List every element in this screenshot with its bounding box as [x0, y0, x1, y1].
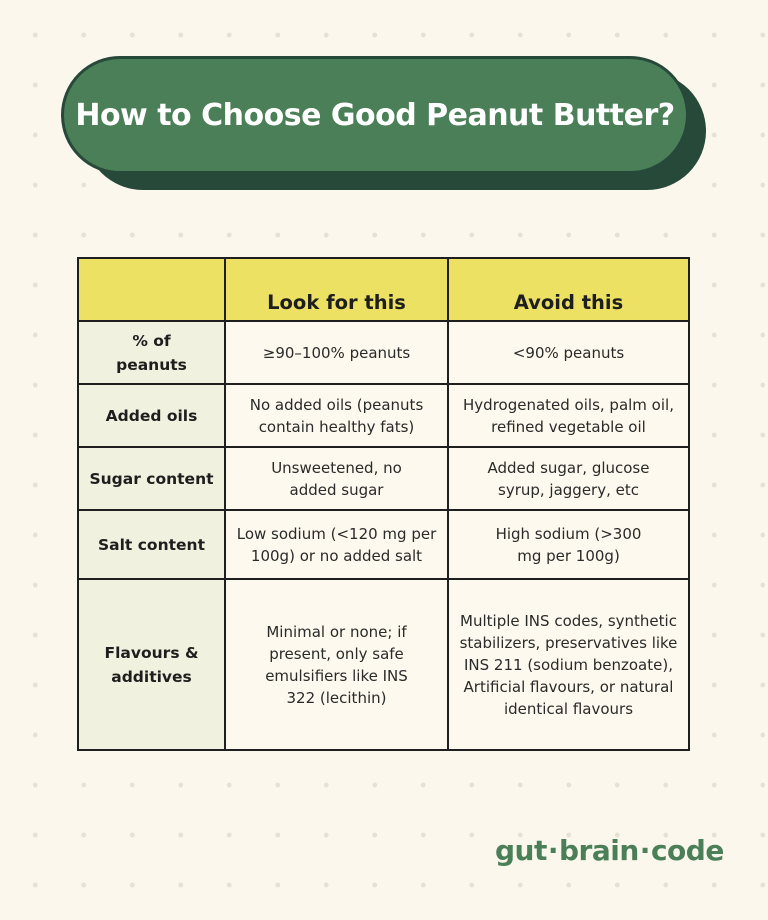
avoid-text: Added sugar, glucose syrup, jaggery, etc — [487, 458, 650, 499]
title-banner — [61, 56, 689, 174]
brand-word-gut: gut — [495, 834, 547, 867]
table-row — [78, 579, 689, 750]
row-label-text: Flavours & additives — [104, 643, 199, 686]
avoid-cell — [448, 579, 689, 750]
look-for-cell — [225, 447, 448, 510]
row-label — [78, 321, 225, 384]
table-row — [78, 384, 689, 447]
row-label — [78, 579, 225, 750]
comparison-table — [77, 257, 690, 751]
header-blank-cell — [78, 258, 225, 321]
header-look-for: Look for this — [225, 258, 448, 321]
table-row — [78, 510, 689, 579]
brand-dot: · — [547, 834, 559, 867]
avoid-cell: <90% peanuts — [448, 321, 689, 384]
avoid-cell — [448, 384, 689, 447]
look-for-text: Minimal or none; if present, only safe emulsifiers like INS 322 (lecithin) — [265, 622, 408, 707]
avoid-text: High sodium (>300 mg per 100g) — [495, 524, 642, 565]
row-label: Sugar content — [78, 447, 225, 510]
avoid-cell — [448, 510, 689, 579]
brand-logo — [495, 834, 724, 867]
row-label: Added oils — [78, 384, 225, 447]
look-for-text: Unsweetened, no added sugar — [271, 458, 402, 499]
avoid-text: Hydrogenated oils, palm oil, refined vegetable oil — [463, 395, 674, 436]
row-label-text: % of peanuts — [116, 331, 187, 374]
row-label: Salt content — [78, 510, 225, 579]
brand-word-code: code — [650, 834, 724, 867]
table-row — [78, 321, 689, 384]
page-title: How to Choose Good Peanut Butter? — [75, 97, 675, 133]
look-for-text: No added oils (peanuts contain healthy fats) — [249, 395, 424, 436]
look-for-text: Low sodium (<120 mg per 100g) or no added salt — [236, 524, 437, 565]
look-for-cell — [225, 579, 448, 750]
avoid-text: Multiple INS codes, synthetic stabilizers, preservatives like INS 211 (sodium benzoate), Artificial flavours, or natural identical flavours — [459, 611, 678, 718]
header-avoid: Avoid this — [448, 258, 689, 321]
look-for-cell — [225, 384, 448, 447]
avoid-cell — [448, 447, 689, 510]
table-header-row — [78, 258, 689, 321]
look-for-cell — [225, 510, 448, 579]
table-row — [78, 447, 689, 510]
look-for-cell: ≥90–100% peanuts — [225, 321, 448, 384]
brand-dot: · — [639, 834, 650, 867]
brand-word-brain: brain — [559, 834, 639, 867]
